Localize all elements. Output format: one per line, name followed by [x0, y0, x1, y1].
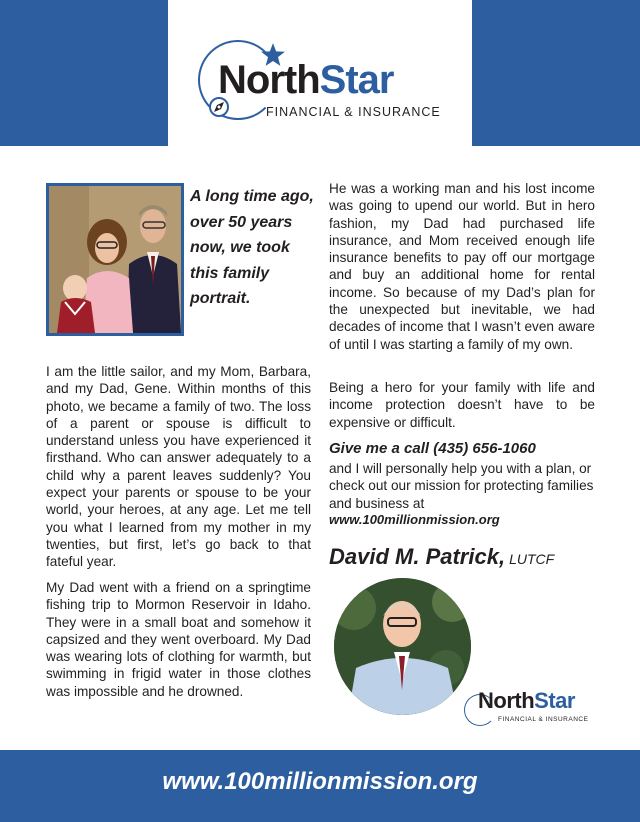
agent-portrait	[334, 578, 471, 715]
agent-portrait-illustration	[334, 578, 471, 715]
mini-logo-tagline: FINANCIAL & INSURANCE	[498, 716, 589, 723]
mission-link[interactable]: www.100millionmission.org	[329, 512, 500, 527]
story-paragraph-3: He was a working man and his lost income was going to upend our world. But in hero fashion, my Dad had purchased life insurance, and Mom received enough life insurance benefits to pay off our mortgage and buy an additional home for rental income. So because of my Dad’s plan for the unexpected but inevitable, we had decades of income that I wasn’t even aware of until I was starting a family of my own.	[329, 181, 595, 352]
logo-word-north: North	[218, 58, 320, 102]
call-to-action-heading: Give me a call (435) 656-1060	[329, 440, 536, 457]
story-paragraph-1: I am the little sailor, and my Mom, Barbara, and my Dad, Gene. Within months of this photo, we became a family of two. The loss of a parent or spouse is difficult to understand unless you have experienced it firsthand. Who can answer adequately to a child why a parent leaves suddenly? You expect your parents or spouse to be your world, your heroes, at any age. Let me tell you what I learned from my mother in my twenties, but first, let’s go back to that fateful year.	[46, 364, 311, 570]
mini-logo-wordmark	[478, 688, 575, 714]
signature-credential: LUTCF	[509, 551, 555, 567]
signature-name: David M. Patrick,	[329, 544, 506, 569]
logo-wordmark	[218, 58, 393, 102]
northstar-mini-logo	[462, 688, 592, 732]
northstar-logo	[168, 0, 472, 146]
footer-url[interactable]: www.100millionmission.org	[162, 768, 478, 795]
mini-logo-word-north: North	[478, 688, 535, 713]
photo-caption: A long time ago, over 50 years now, we took this family portrait.	[190, 188, 314, 307]
story-paragraph-2: My Dad went with a friend on a springtime fishing trip to Mormon Reservoir in Idaho. They were in a small boat and somehow it capsized and they went overboard. My Dad was wearing lots of clothing for warmth, but swimming in frigid water in those clothes was impossible and he drowned.	[46, 580, 311, 699]
logo-tagline: FINANCIAL & INSURANCE	[266, 105, 441, 119]
call-to-action-text: and I will personally help you with a plan, or check out our mission for protecting families and business at	[329, 461, 594, 511]
story-paragraph-4: Being a hero for your family with life and income protection doesn’t have to be expensive or difficult.	[329, 380, 595, 430]
signature	[329, 544, 554, 570]
mini-logo-word-star: Star	[534, 688, 575, 713]
logo-word-star: Star	[319, 58, 394, 102]
family-photo	[46, 183, 184, 336]
family-portrait-illustration	[49, 186, 181, 333]
